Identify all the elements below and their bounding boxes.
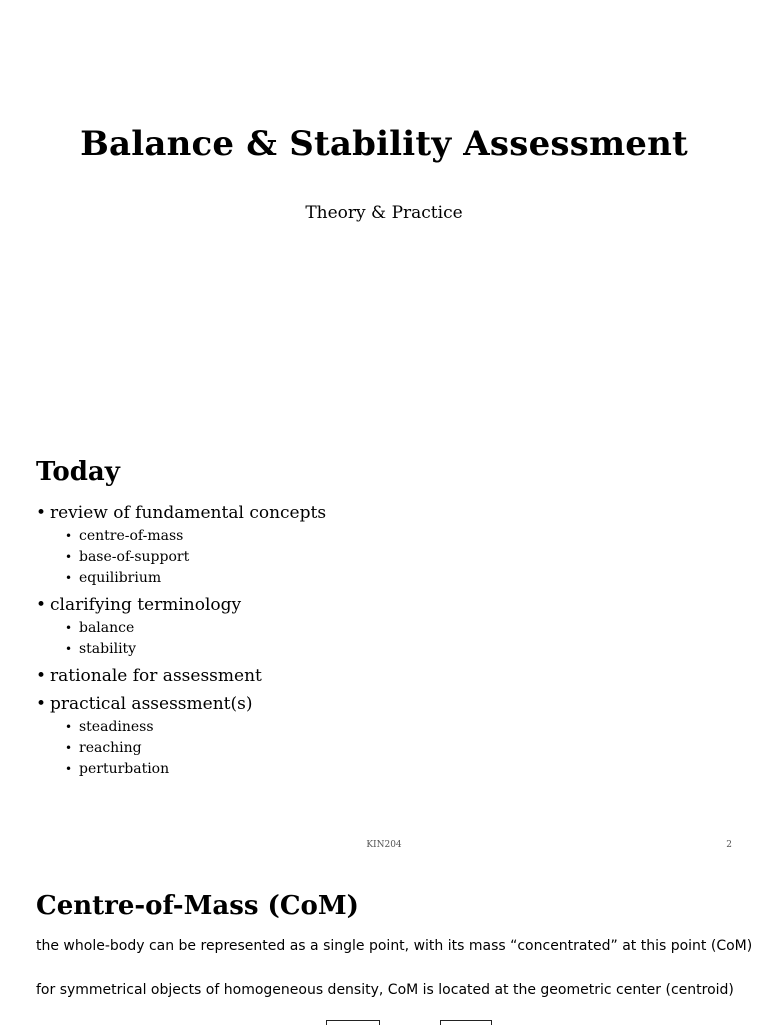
agenda-list (36, 503, 736, 786)
agenda-subitem: • steadiness (36, 717, 736, 738)
agenda-sublist (36, 618, 736, 660)
agenda-sublist (36, 526, 736, 589)
presentation-subtitle: Theory & Practice (305, 203, 463, 223)
diagram-box-left (326, 1020, 380, 1025)
agenda-item: • clarifying terminology (36, 595, 736, 616)
agenda-item: • practical assessment(s) (36, 694, 736, 715)
agenda-subitem: • balance (36, 618, 736, 639)
agenda-item: • rationale for assessment (36, 666, 736, 687)
page-number: 2 (726, 840, 732, 850)
agenda-title: Today (36, 457, 120, 487)
agenda-subitem: • stability (36, 639, 736, 660)
agenda-subitem: • base-of-support (36, 547, 736, 568)
agenda-subitem: • reaching (36, 738, 736, 759)
com-title: Centre-of-Mass (CoM) (36, 891, 359, 921)
presentation-title: Balance & Stability Assessment (80, 124, 688, 164)
diagram-box-right (440, 1020, 492, 1025)
com-definition: the whole-body can be represented as a single point, with its mass “concentrated” at this point (CoM) (36, 938, 753, 954)
slide-footer: KIN204 (366, 840, 402, 850)
agenda-subitem: • perturbation (36, 759, 736, 780)
agenda-subitem: • centre-of-mass (36, 526, 736, 547)
agenda-sublist (36, 717, 736, 780)
com-symmetry-note: for symmetrical objects of homogeneous density, CoM is located at the geometric center (centroid) (36, 982, 734, 998)
agenda-subitem: • equilibrium (36, 568, 736, 589)
agenda-item: • review of fundamental concepts (36, 503, 736, 524)
